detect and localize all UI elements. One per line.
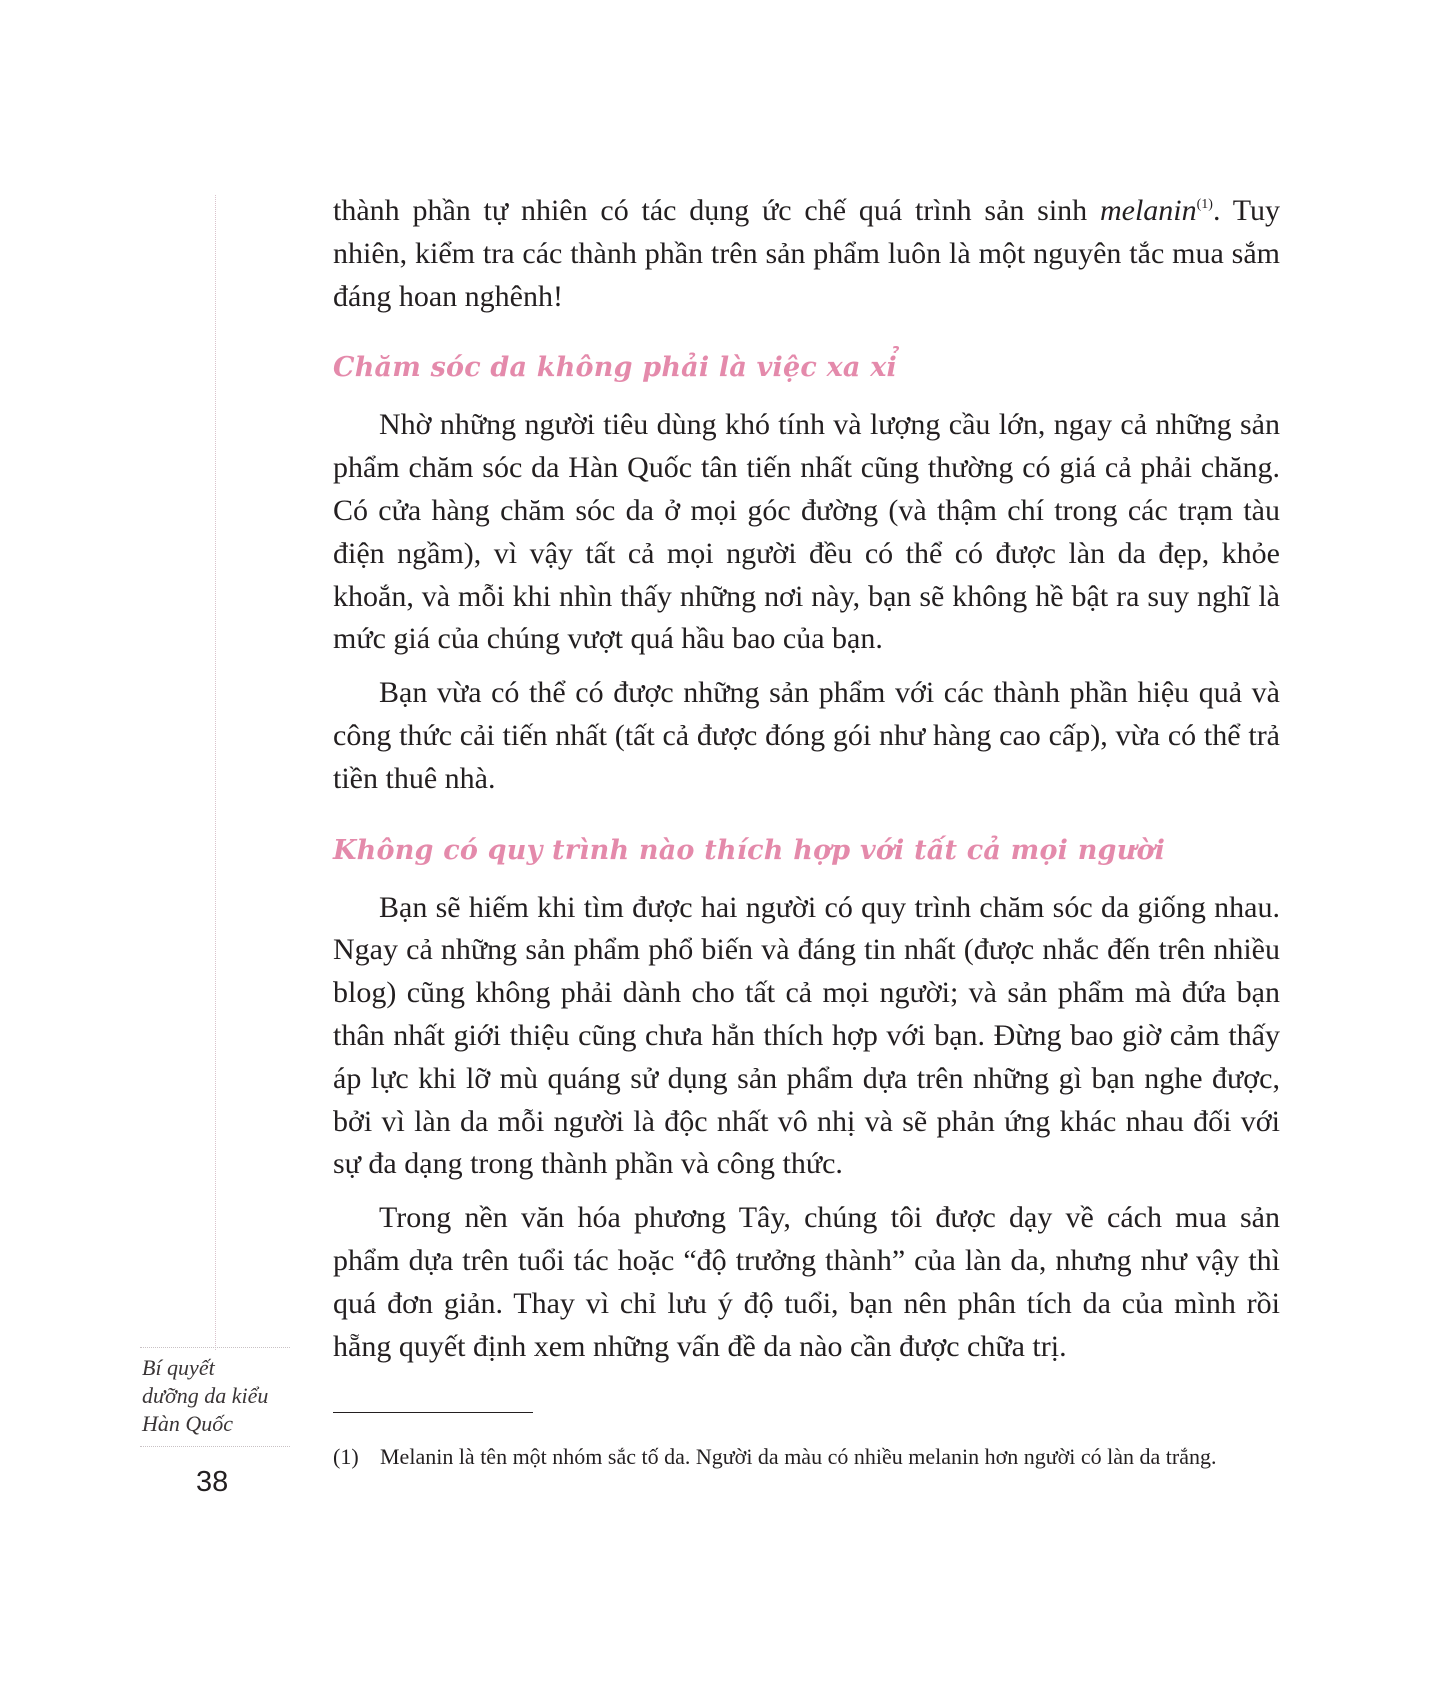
- section-2-paragraph-1: Bạn sẽ hiếm khi tìm được hai người có quy trình chăm sóc da giống nhau. Ngay cả những sản phẩm phổ biến và đáng tin nhất (được nhắc đến trên nhiều blog) cũng không phải dành cho tất cả mọi người; và sản phẩm mà đứa bạn thân nhất giới thiệu cũng chưa hẳn thích hợp với bạn. Đừng bao giờ cảm thấy áp lực khi lỡ mù quáng sử dụng sản phẩm dựa trên những gì bạn nghe được, bởi vì làn da mỗi người là độc nhất vô nhị và sẽ phản ứng khác nhau đối với sự đa dạng trong thành phần và công thức.: [333, 890, 1280, 1181]
- intro-text-start: thành phần tự nhiên có tác dụng ức chế quá trình sản sinh: [333, 194, 1100, 227]
- section-heading-1: Chăm sóc da không phải là việc xa xỉ: [333, 352, 897, 384]
- melanin-term: melanin: [1099, 194, 1197, 227]
- section-1-paragraph-2: Bạn vừa có thể có được những sản phẩm với các thành phần hiệu quả và công thức cải tiến nhất (tất cả được đóng gói như hàng cao cấp), vừa có thể trả tiền thuê nhà.: [333, 676, 1280, 795]
- intro-paragraph: [333, 190, 1280, 318]
- page-number: 38: [196, 1466, 229, 1498]
- footnote-text: Melanin là tên một nhóm sắc tố da. Người da màu có nhiều melanin hơn người có làn da trắng.: [380, 1444, 1217, 1469]
- footnote-reference: (1): [1196, 197, 1213, 212]
- footnote: [333, 1440, 1280, 1474]
- section-2-paragraph-2: Trong nền văn hóa phương Tây, chúng tôi được dạy về cách mua sản phẩm dựa trên tuổi tác hoặc “độ trưởng thành” của làn da, nhưng như vậy thì quá đơn giản. Thay vì chỉ lưu ý độ tuổi, bạn nên phân tích da của mình rồi hẵng quyết định xem những vấn đề da nào cần được chữa trị.: [333, 1201, 1280, 1363]
- intro-text-end: . Tuy nhiên, kiểm tra các thành phần trên sản phẩm luôn là một nguyên tắc mua sắm đáng hoan nghênh!: [333, 194, 1280, 313]
- footnote-separator: [333, 1412, 533, 1413]
- section-1-paragraph-1: Nhờ những người tiêu dùng khó tính và lượng cầu lớn, ngay cả những sản phẩm chăm sóc da Hàn Quốc tân tiến nhất cũng thường có giá cả phải chăng. Có cửa hàng chăm sóc da ở mọi góc đường (và thậm chí trong các trạm tàu điện ngầm), vì vậy tất cả mọi người đều có thể có được làn da đẹp, khỏe khoắn, và mỗi khi nhìn thấy những nơi này, bạn sẽ không hề bật ra suy nghĩ là mức giá của chúng vượt quá hầu bao của bạn.: [333, 408, 1280, 656]
- main-text: [333, 190, 1280, 1368]
- section-heading-2: Không có quy trình nào thích hợp với tất cả mọi người: [333, 834, 1166, 866]
- footnote-marker: (1): [333, 1444, 359, 1469]
- running-title: Bí quyết dưỡng da kiểu Hàn Quốc: [142, 1355, 269, 1436]
- running-title-top-rule: [140, 1347, 290, 1348]
- running-title-block: [140, 1347, 290, 1447]
- margin-dotted-rule: [215, 195, 216, 1350]
- running-title-bottom-rule: [140, 1446, 290, 1447]
